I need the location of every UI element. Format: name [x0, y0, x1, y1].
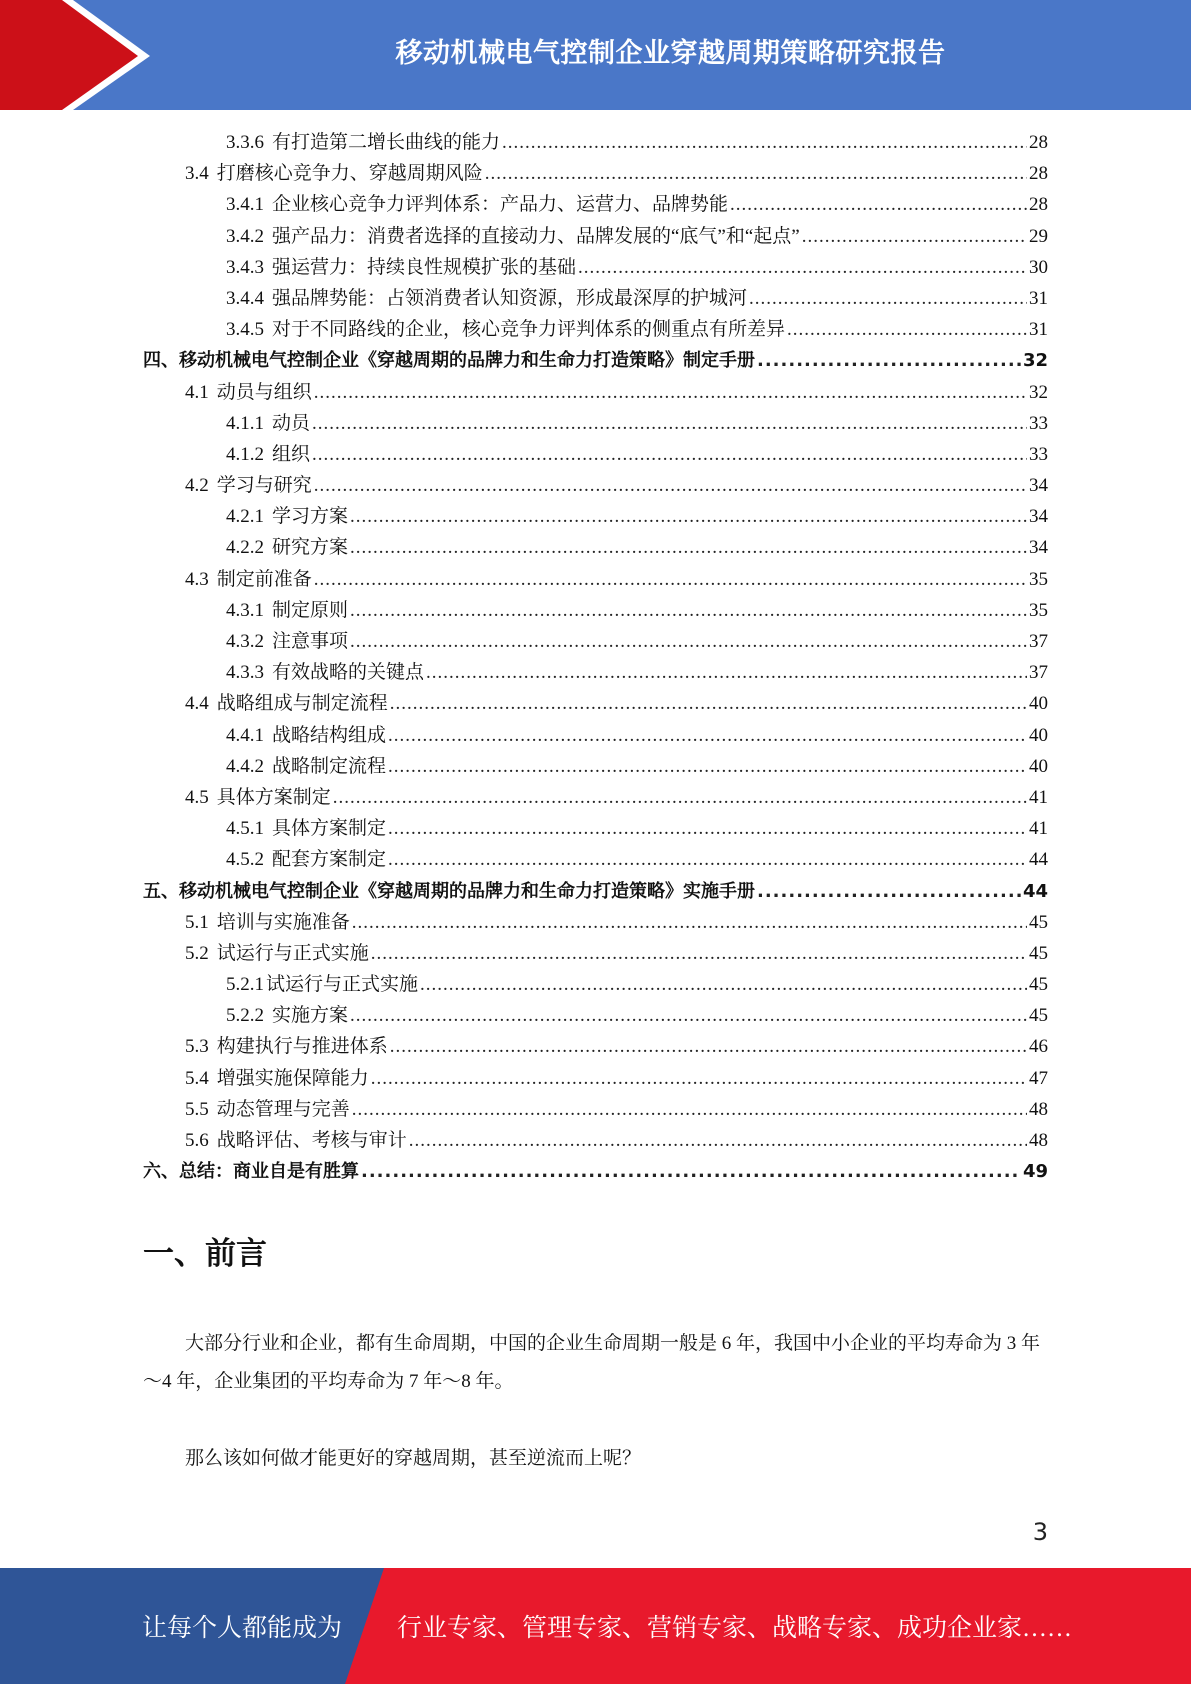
toc-entry-number: 5.2.1	[226, 974, 264, 996]
toc-leader-dots	[350, 595, 1027, 626]
toc-leader-dots	[314, 564, 1027, 595]
toc-leader-dots	[350, 626, 1027, 657]
toc-entry-number: 4.1	[185, 381, 209, 403]
toc-entry[interactable]	[143, 751, 1048, 782]
toc-entry-page: 41	[1029, 786, 1048, 808]
toc-entry-title: 组织	[272, 443, 311, 465]
toc-entry-number: 4.1.1	[226, 412, 264, 434]
toc-leader-dots	[314, 377, 1027, 408]
toc-leader-dots	[352, 907, 1027, 938]
page-header	[0, 0, 1191, 110]
toc-entry-title: 具体方案制定	[216, 786, 331, 808]
toc-entry-title: 有效战略的关键点	[272, 662, 425, 684]
toc-entry-number: 4.5.1	[226, 818, 264, 840]
page-footer	[0, 1568, 1191, 1684]
toc-entry[interactable]	[143, 1156, 1048, 1187]
toc-entry[interactable]	[143, 1031, 1048, 1062]
toc-leader-dots	[350, 1000, 1027, 1031]
toc-entry[interactable]	[143, 1125, 1048, 1156]
toc-entry-page: 34	[1029, 506, 1048, 528]
toc-entry-number: 3.4.4	[226, 287, 264, 309]
toc-entry-page: 35	[1029, 568, 1048, 590]
toc-leader-dots	[502, 127, 1027, 158]
toc-leader-dots	[312, 439, 1027, 470]
toc-leader-dots	[388, 844, 1027, 875]
table-of-contents	[143, 127, 1048, 1187]
toc-entry-page: 32	[1022, 350, 1048, 372]
toc-entry-number: 5.1	[185, 911, 209, 933]
toc-entry[interactable]	[143, 158, 1048, 189]
toc-entry[interactable]	[143, 345, 1048, 376]
toc-leader-dots	[426, 657, 1027, 688]
toc-entry[interactable]	[143, 969, 1048, 1000]
toc-entry-number: 5.2.2	[226, 1005, 264, 1027]
toc-entry-page: 33	[1029, 412, 1048, 434]
toc-entry-page: 45	[1029, 1005, 1048, 1027]
toc-leader-dots	[578, 252, 1027, 283]
toc-entry-title: 实施方案	[272, 1005, 349, 1027]
toc-entry[interactable]	[143, 595, 1048, 626]
toc-entry-number: 4.3.2	[226, 631, 264, 652]
toc-entry[interactable]	[143, 688, 1048, 719]
toc-entry-page: 28	[1029, 194, 1048, 216]
toc-leader-dots	[388, 813, 1027, 844]
toc-leader-dots	[314, 470, 1027, 501]
toc-entry-title: 战略结构组成	[272, 724, 387, 746]
toc-entry-title: 配套方案制定	[272, 849, 387, 871]
toc-entry-page: 45	[1029, 911, 1048, 933]
toc-entry-number: 4.4.2	[226, 755, 264, 777]
toc-entry-number: 4.4.1	[226, 724, 264, 746]
toc-entry-page: 31	[1029, 287, 1048, 309]
toc-entry-page: 35	[1029, 599, 1048, 621]
toc-entry-title: 四、移动机械电气控制企业《穿越周期的品牌力和生命力打造策略》制定手册	[143, 350, 755, 372]
toc-entry-title: 战略评估、考核与审计	[216, 1130, 407, 1151]
toc-entry-title: 强产品力：消费者选择的直接动力、品牌发展的“底气”和“起点”	[272, 225, 800, 247]
toc-entry-page: 40	[1029, 693, 1048, 715]
toc-entry-number: 3.4.2	[226, 225, 264, 247]
toc-entry-page: 33	[1029, 443, 1048, 465]
toc-entry-page: 34	[1029, 475, 1048, 497]
toc-entry-title: 制定前准备	[216, 568, 312, 590]
toc-entry-number: 4.3.1	[226, 599, 264, 621]
toc-entry[interactable]	[143, 189, 1048, 220]
toc-leader-dots	[787, 314, 1027, 345]
toc-entry-title: 试运行与正式实施	[266, 974, 419, 996]
toc-entry-page: 45	[1029, 974, 1048, 996]
toc-entry-number: 5.5	[185, 1098, 209, 1120]
toc-entry[interactable]	[143, 938, 1048, 969]
toc-entry-page: 44	[1022, 880, 1048, 902]
toc-entry-title: 六、总结：商业自是有胜算	[143, 1161, 359, 1183]
toc-entry-title: 制定原则	[272, 599, 349, 621]
toc-entry-page: 34	[1029, 537, 1048, 559]
body-paragraph: 那么该如何做才能更好的穿越周期，甚至逆流而上呢？	[185, 1448, 642, 1469]
toc-entry[interactable]	[143, 876, 1048, 907]
toc-entry-title: 研究方案	[272, 537, 349, 559]
toc-entry-page: 40	[1029, 724, 1048, 746]
toc-entry-page: 28	[1029, 163, 1048, 185]
toc-entry-page: 45	[1029, 942, 1048, 964]
toc-entry[interactable]	[143, 844, 1048, 875]
toc-entry-page: 28	[1029, 132, 1048, 153]
toc-entry-title: 有打造第二增长曲线的能力	[272, 132, 501, 153]
toc-entry[interactable]	[143, 470, 1048, 501]
toc-entry-number: 3.4	[185, 163, 209, 185]
toc-leader-dots	[388, 720, 1027, 751]
toc-leader-dots	[350, 501, 1027, 532]
toc-entry-number: 5.6	[185, 1130, 209, 1151]
page-number: 3	[1032, 1518, 1048, 1546]
toc-entry[interactable]	[143, 782, 1048, 813]
toc-leader-dots	[409, 1125, 1027, 1156]
header-title: 移动机械电气控制企业穿越周期策略研究报告	[395, 37, 946, 69]
toc-entry-title: 对于不同路线的企业，核心竞争力评判体系的侧重点有所差异	[272, 319, 786, 341]
toc-entry-title: 培训与实施准备	[216, 911, 350, 933]
toc-entry-page: 37	[1029, 662, 1048, 684]
toc-entry-title: 注意事项	[272, 631, 349, 652]
toc-entry-title: 试运行与正式实施	[216, 942, 369, 964]
toc-entry-number: 4.5	[185, 786, 209, 808]
toc-leader-dots	[390, 688, 1027, 719]
toc-leader-dots	[388, 751, 1027, 782]
toc-leader-dots	[350, 532, 1027, 563]
toc-entry-page: 32	[1029, 381, 1048, 403]
toc-entry-number: 4.2.1	[226, 506, 264, 528]
toc-entry-page: 29	[1029, 225, 1048, 247]
toc-leader-dots	[757, 345, 1021, 376]
toc-entry[interactable]	[143, 377, 1048, 408]
toc-entry-page: 40	[1029, 755, 1048, 777]
toc-entry-title: 具体方案制定	[272, 818, 387, 840]
toc-entry-number: 3.3.6	[226, 132, 264, 153]
toc-leader-dots	[802, 221, 1027, 252]
toc-entry-page: 30	[1029, 256, 1048, 278]
toc-leader-dots	[730, 189, 1027, 220]
body-paragraph: 大部分行业和企业，都有生命周期，中国的企业生命周期一般是 6 年，我国中小企业的平均寿命为 3 年～4 年，企业集团的平均寿命为 7 年～8 年。	[143, 1333, 1041, 1392]
toc-entry[interactable]	[143, 720, 1048, 751]
toc-entry-page: 48	[1029, 1130, 1048, 1151]
toc-entry-page: 46	[1029, 1036, 1048, 1058]
section-heading: 一、前言	[143, 1236, 267, 1272]
toc-entry-title: 五、移动机械电气控制企业《穿越周期的品牌力和生命力打造策略》实施手册	[143, 880, 755, 902]
toc-entry[interactable]	[143, 1094, 1048, 1125]
toc-entry[interactable]	[143, 408, 1048, 439]
toc-entry[interactable]	[143, 1000, 1048, 1031]
toc-entry[interactable]	[143, 626, 1048, 657]
toc-entry-title: 动态管理与完善	[216, 1098, 350, 1120]
toc-entry-number: 4.2	[185, 475, 209, 497]
toc-entry-number: 5.4	[185, 1067, 209, 1089]
toc-entry[interactable]	[143, 907, 1048, 938]
toc-entry-number: 4.2.2	[226, 537, 264, 559]
toc-entry-number: 4.3	[185, 568, 209, 590]
toc-entry-title: 强运营力：持续良性规模扩张的基础	[272, 256, 577, 278]
toc-entry-title: 战略组成与制定流程	[216, 693, 388, 715]
toc-leader-dots	[312, 408, 1027, 439]
toc-entry[interactable]	[143, 314, 1048, 345]
toc-entry-title: 增强实施保障能力	[216, 1067, 369, 1089]
toc-entry-page: 49	[1022, 1161, 1048, 1183]
toc-entry-page: 48	[1029, 1098, 1048, 1120]
toc-entry-number: 4.3.3	[226, 662, 264, 684]
toc-entry[interactable]	[143, 813, 1048, 844]
toc-entry-title: 强品牌势能：占领消费者认知资源，形成最深厚的护城河	[272, 287, 748, 309]
toc-entry[interactable]	[143, 657, 1048, 688]
toc-entry-title: 学习与研究	[216, 475, 312, 497]
toc-entry[interactable]	[143, 283, 1048, 314]
toc-entry[interactable]	[143, 439, 1048, 470]
toc-entry[interactable]	[143, 252, 1048, 283]
toc-entry-title: 企业核心竞争力评判体系：产品力、运营力、品牌势能	[272, 194, 729, 216]
toc-leader-dots	[352, 1094, 1027, 1125]
toc-leader-dots	[420, 969, 1027, 1000]
toc-entry-title: 动员与组织	[216, 381, 312, 403]
toc-entry[interactable]	[143, 532, 1048, 563]
toc-entry-number: 3.4.5	[226, 319, 264, 341]
toc-entry-number: 4.1.2	[226, 443, 264, 465]
toc-leader-dots	[371, 938, 1027, 969]
toc-entry-title: 构建执行与推进体系	[216, 1036, 388, 1058]
toc-leader-dots	[333, 782, 1027, 813]
toc-entry-number: 5.3	[185, 1036, 209, 1058]
toc-leader-dots	[749, 283, 1027, 314]
toc-leader-dots	[757, 876, 1021, 907]
toc-entry-page: 47	[1029, 1067, 1048, 1089]
toc-entry-title: 战略制定流程	[272, 755, 387, 777]
toc-entry[interactable]	[143, 501, 1048, 532]
toc-leader-dots	[371, 1063, 1027, 1094]
toc-leader-dots	[361, 1156, 1021, 1187]
toc-entry-number: 4.4	[185, 693, 209, 715]
toc-entry-page: 44	[1029, 849, 1048, 871]
toc-entry-number: 3.4.1	[226, 194, 264, 216]
toc-entry-number: 4.5.2	[226, 849, 264, 871]
toc-entry-page: 31	[1029, 319, 1048, 341]
toc-entry[interactable]	[143, 1063, 1048, 1094]
toc-leader-dots	[390, 1031, 1027, 1062]
toc-leader-dots	[485, 158, 1027, 189]
toc-entry-number: 5.2	[185, 942, 209, 964]
footer-slogan-left: 让每个人都能成为	[142, 1615, 343, 1642]
toc-entry-number: 3.4.3	[226, 256, 264, 278]
toc-entry-title: 打磨核心竞争力、穿越周期风险	[216, 163, 483, 185]
footer-slogan-right: 行业专家、管理专家、营销专家、战略专家、成功企业家……	[397, 1615, 1073, 1642]
toc-entry-title: 学习方案	[272, 506, 349, 528]
toc-entry-title: 动员	[272, 412, 311, 434]
toc-entry-page: 37	[1029, 631, 1048, 652]
toc-entry-page: 41	[1029, 818, 1048, 840]
toc-entry[interactable]	[143, 221, 1048, 252]
toc-entry[interactable]	[143, 127, 1048, 158]
toc-entry[interactable]	[143, 564, 1048, 595]
